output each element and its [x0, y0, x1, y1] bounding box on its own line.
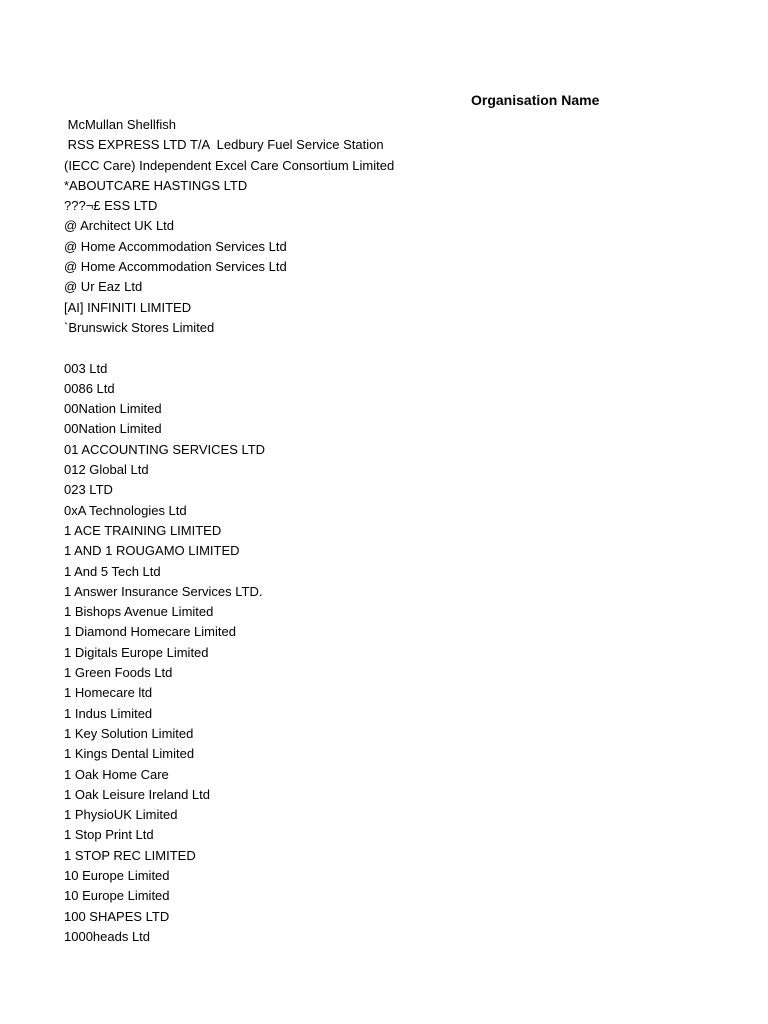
organisation-row: 1 Key Solution Limited: [64, 725, 194, 741]
organisation-row: RSS EXPRESS LTD T/A Ledbury Fuel Service Station: [64, 137, 384, 153]
organisation-list: [64, 115, 394, 947]
organisation-row: 1 Answer Insurance Services LTD.: [64, 583, 263, 599]
organisation-row: 1 And 5 Tech Ltd: [64, 563, 161, 579]
column-header-organisation-name: Organisation Name: [471, 92, 600, 108]
organisation-row: 1 PhysioUK Limited: [64, 807, 178, 823]
organisation-row: 10 Europe Limited: [64, 867, 170, 883]
organisation-row: 012 Global Ltd: [64, 462, 149, 478]
organisation-row: @ Home Accommodation Services Ltd: [64, 259, 287, 275]
organisation-row: 1 ACE TRAINING LIMITED: [64, 522, 222, 538]
organisation-row: 1 Bishops Avenue Limited: [64, 604, 214, 620]
organisation-row: @ Home Accommodation Services Ltd: [64, 238, 287, 254]
organisation-row: 100 SHAPES LTD: [64, 908, 170, 924]
organisation-row: 1 Oak Leisure Ireland Ltd: [64, 786, 210, 802]
organisation-row: 01 ACCOUNTING SERVICES LTD: [64, 441, 266, 457]
organisation-row: 00Nation Limited: [64, 401, 162, 417]
organisation-row: 00Nation Limited: [64, 421, 162, 437]
organisation-row: (IECC Care) Independent Excel Care Consortium Limited: [64, 157, 395, 173]
organisation-row: [64, 338, 394, 358]
organisation-row: ???¬£ ESS LTD: [64, 198, 158, 214]
organisation-row: *ABOUTCARE HASTINGS LTD: [64, 177, 248, 193]
organisation-row: 1 Digitals Europe Limited: [64, 644, 209, 660]
organisation-row: 1 AND 1 ROUGAMO LIMITED: [64, 543, 240, 559]
organisation-row: [AI] INFINITI LIMITED: [64, 299, 192, 315]
organisation-row: 003 Ltd: [64, 360, 108, 376]
organisation-row: 1 STOP REC LIMITED: [64, 847, 196, 863]
organisation-row: 0086 Ltd: [64, 380, 115, 396]
organisation-row: 0xA Technologies Ltd: [64, 502, 187, 518]
organisation-row: 1000heads Ltd: [64, 928, 151, 944]
organisation-row: 1 Indus Limited: [64, 705, 153, 721]
organisation-row: 023 LTD: [64, 482, 113, 498]
organisation-row: 1 Homecare ltd: [64, 685, 153, 701]
organisation-row: 1 Stop Print Ltd: [64, 827, 154, 843]
organisation-row: 1 Diamond Homecare Limited: [64, 624, 236, 640]
organisation-row: McMullan Shellfish: [64, 117, 176, 132]
organisation-row: `Brunswick Stores Limited: [64, 319, 215, 335]
organisation-row: 1 Green Foods Ltd: [64, 665, 173, 681]
organisation-row: 1 Oak Home Care: [64, 766, 169, 782]
organisation-row: 10 Europe Limited: [64, 888, 170, 904]
organisation-row: 1 Kings Dental Limited: [64, 746, 195, 762]
organisation-row: @ Ur Eaz Ltd: [64, 279, 143, 295]
organisation-row: @ Architect UK Ltd: [64, 218, 175, 234]
